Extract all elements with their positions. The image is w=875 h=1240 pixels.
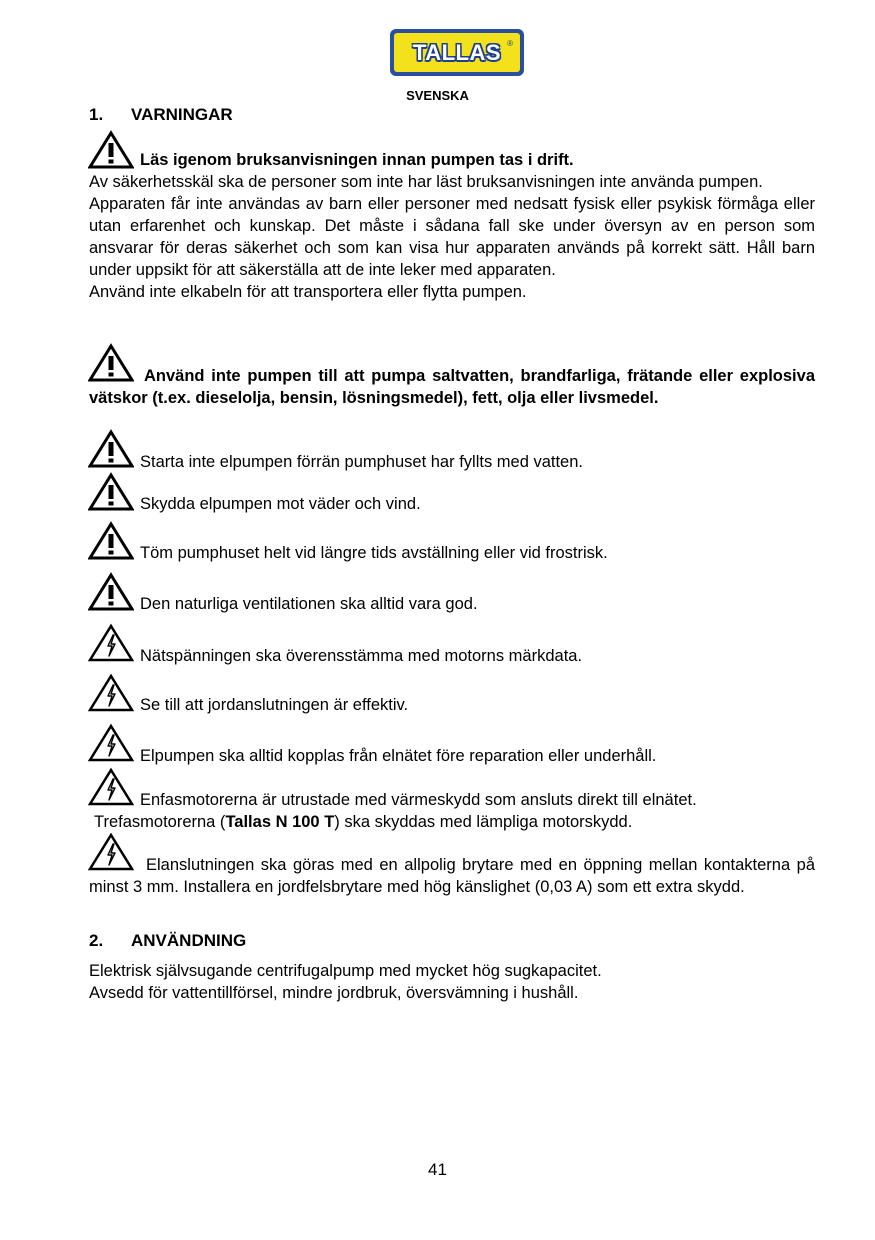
warning-icon (88, 521, 134, 561)
section-1-title: VARNINGAR (131, 105, 233, 124)
electrical-warning-motor-protection: Enfasmotorerna är utrustade med värmeskydd som ansluts direkt till elnätet. (140, 791, 697, 809)
warning-1-body (89, 171, 815, 303)
page-number: 41 (428, 1160, 447, 1179)
warning-item: Den naturliga ventilationen ska alltid vara god. (140, 595, 478, 613)
language-label: SVENSKA (406, 88, 469, 103)
electrical-warning-item: Nätspänningen ska överensstämma med motorns märkdata. (140, 647, 583, 665)
usage-description (89, 960, 815, 1004)
electrical-connection-warning: Elanslutningen ska göras med en allpolig brytare med en öppning mellan kontakterna på minst 3 mm. Installera en jordfelsbrytare med hög känslighet (0,03 A) som ett extra skydd. (89, 856, 815, 896)
warning-1-paragraph-2: Apparaten får inte användas av barn eller personer med nedsatt fysisk eller psykisk förmåga eller utan erfarenhet och kunskap. Det måste i sådana fall ske under översyn av en person som ansvarar för deras säkerhet och som kan visa hur apparaten används på korrekt sätt. Håll barn under uppsikt för att säkerställa att de inte leker med apparaten. (89, 195, 815, 279)
three-phase-text-pre: Trefasmotorerna ( (94, 813, 226, 831)
warning-1-paragraph-3: Använd inte elkabeln för att transportera eller flytta pumpen. (89, 283, 527, 301)
section-2-title: ANVÄNDNING (131, 931, 247, 950)
three-phase-motor-note (94, 811, 632, 833)
usage-line: Elektrisk självsugande centrifugalpump med mycket hög sugkapacitet. (89, 962, 602, 980)
electrical-warning-item: Elpumpen ska alltid kopplas från elnätet före reparation eller underhåll. (140, 747, 657, 765)
electrical-hazard-icon (88, 623, 134, 663)
logo-registered-mark: ® (507, 39, 513, 48)
warning-1-heading: Läs igenom bruksanvisningen innan pumpen tas i drift. (140, 151, 574, 169)
warning-icon (88, 130, 134, 170)
electrical-hazard-icon (88, 767, 134, 807)
electrical-hazard-icon (88, 673, 134, 713)
electrical-hazard-icon (88, 723, 134, 763)
section-1-heading (89, 105, 233, 125)
model-name: Tallas N 100 T (225, 813, 335, 831)
warning-2-text: Använd inte pumpen till att pumpa saltvatten, brandfarliga, frätande eller explosiva vätskor (t.ex. dieselolja, bensin, lösningsmedel), fett, olja eller livsmedel. (89, 367, 815, 407)
warning-icon (88, 472, 134, 512)
warning-item: Starta inte elpumpen förrän pumphuset har fyllts med vatten. (140, 453, 583, 471)
section-2-number: 2. (89, 931, 104, 950)
logo-text: TALLAS (412, 39, 502, 65)
section-2-heading (89, 931, 246, 951)
warning-item: Töm pumphuset helt vid längre tids avställning eller vid frostrisk. (140, 544, 608, 562)
warning-icon (88, 429, 134, 469)
warning-icon (88, 572, 134, 612)
warning-item: Skydda elpumpen mot väder och vind. (140, 495, 421, 513)
tallas-logo (390, 29, 524, 76)
usage-line: Avsedd för vattentillförsel, mindre jordbruk, översvämning i hushåll. (89, 984, 579, 1002)
electrical-warning-item: Se till att jordanslutningen är effektiv. (140, 696, 409, 714)
three-phase-text-post: ) ska skyddas med lämpliga motorskydd. (334, 813, 633, 831)
warning-1-paragraph-1: Av säkerhetsskäl ska de personer som inte har läst bruksanvisningen inte använda pumpen. (89, 173, 763, 191)
section-1-number: 1. (89, 105, 104, 124)
